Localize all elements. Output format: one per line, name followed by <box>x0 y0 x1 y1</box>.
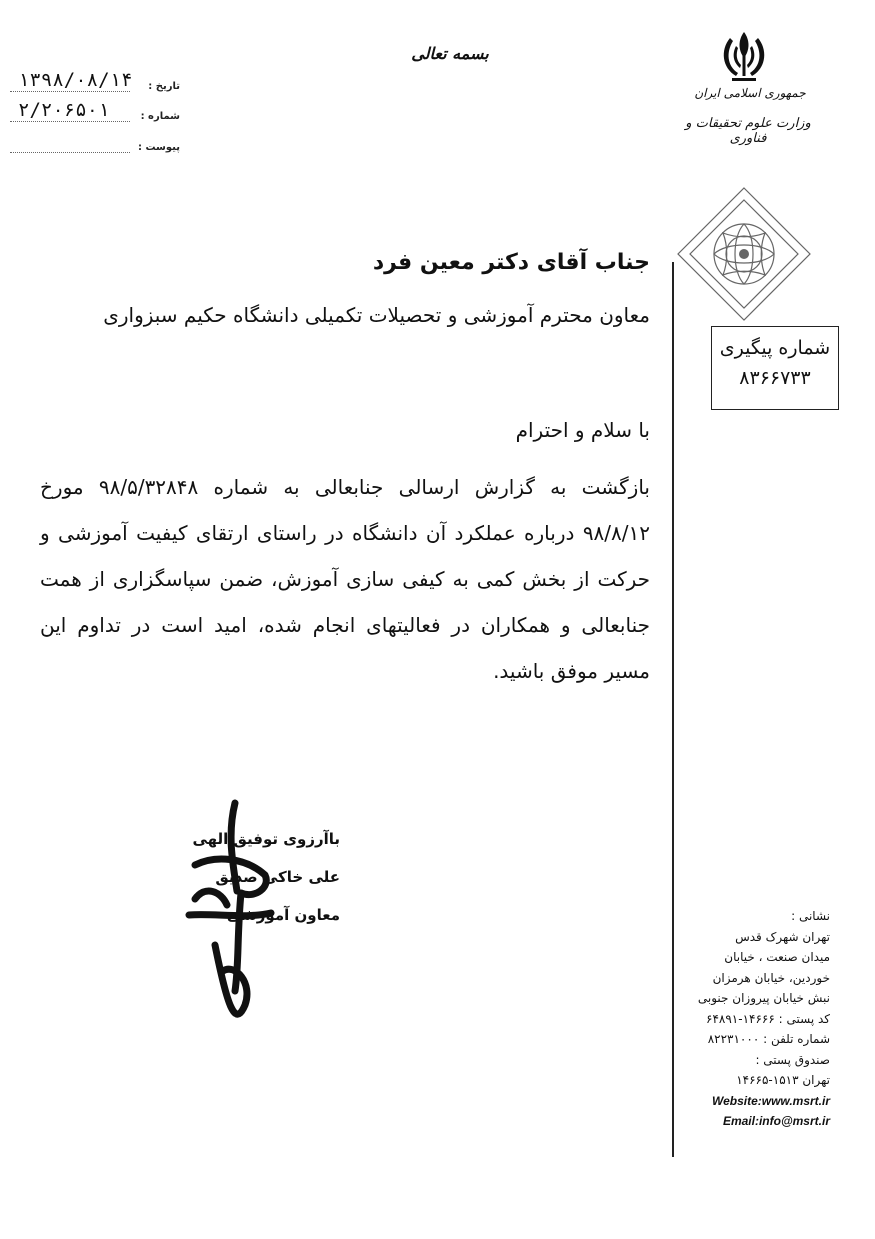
vertical-divider <box>672 262 674 1157</box>
number-underline <box>10 121 130 122</box>
date-underline <box>10 91 130 92</box>
recipient-title: معاون محترم آموزشی و تحصیلات تکمیلی دانشگاه حکیم سبزواری <box>103 303 650 327</box>
country-name: جمهوری اسلامی ایران <box>694 86 806 100</box>
website-link[interactable]: Website:www.msrt.ir <box>711 1093 830 1108</box>
ornament-icon <box>676 186 812 322</box>
signature-block <box>180 820 340 934</box>
address-line: میدان صنعت ، خیابان <box>724 950 830 964</box>
tracking-box <box>711 326 839 410</box>
number-label: شماره : <box>140 111 180 122</box>
tracking-label: شماره پیگیری <box>719 337 831 359</box>
date-label: تاریخ : <box>148 81 180 92</box>
address-line: تهران شهرک قدس <box>735 929 830 944</box>
address-label: نشانی : <box>791 909 830 923</box>
signature-closing: باآرزوی توفیق الهی <box>192 830 340 848</box>
postal-code: کد پستی : ۱۴۶۶۶-۶۴۸۹۱ <box>706 1011 830 1026</box>
address-line: نبش خیابان پیروزان جنوبی <box>697 991 830 1005</box>
date-field <box>10 70 180 94</box>
signature-position: معاون آموزشی <box>226 906 340 924</box>
ministry-name: وزارت علوم تحقیقات و فناوری <box>685 116 811 146</box>
attachment-label: پیوست : <box>137 142 180 153</box>
po-box-label: صندوق پستی : <box>755 1052 830 1067</box>
address-block <box>690 906 830 1132</box>
letter-body: بازگشت به گزارش ارسالی جنابعالی به شماره ۹۸/۵/۳۲۸۴۸ مورخ ۹۸/۸/۱۲ درباره عملکرد آن دانشگاه در راستای ارتقای کیفیت آموزشی و حرکت از بخش کمی به کیفی سازی آموزش، ضمن سپاسگزاری از همت جنابعالی و همکاران در فعالیتهای انجام شده، امید است در تداوم این مسیر موفق باشید. <box>40 475 650 683</box>
address-line: خوردین، خیابان هرمزان <box>712 970 830 985</box>
greeting: با سلام و احترام <box>515 418 650 442</box>
recipient-name: جناب آقای دکتر معین فرد <box>372 250 650 275</box>
basmala-heading: بسمه تعالی <box>411 44 489 63</box>
number-value: ۲/۲۰۶۵۰۱ <box>18 99 110 121</box>
phone-number: شماره تلفن : ۸۲۲۳۱۰۰۰ <box>707 1032 830 1046</box>
number-field <box>10 100 180 124</box>
tracking-number: ۸۳۶۶۷۳۳ <box>739 367 811 389</box>
iran-emblem-logo <box>718 28 770 86</box>
attachment-field <box>10 131 180 155</box>
date-value: ۱۳۹۸/۰۸/۱۴ <box>18 69 133 91</box>
attachment-underline <box>10 152 130 153</box>
signature-name: علی خاکی صدیق <box>215 868 340 886</box>
po-box: تهران ۱۵۱۳-۱۴۶۶۵ <box>736 1073 830 1087</box>
email-link[interactable]: Email:info@msrt.ir <box>722 1114 830 1128</box>
